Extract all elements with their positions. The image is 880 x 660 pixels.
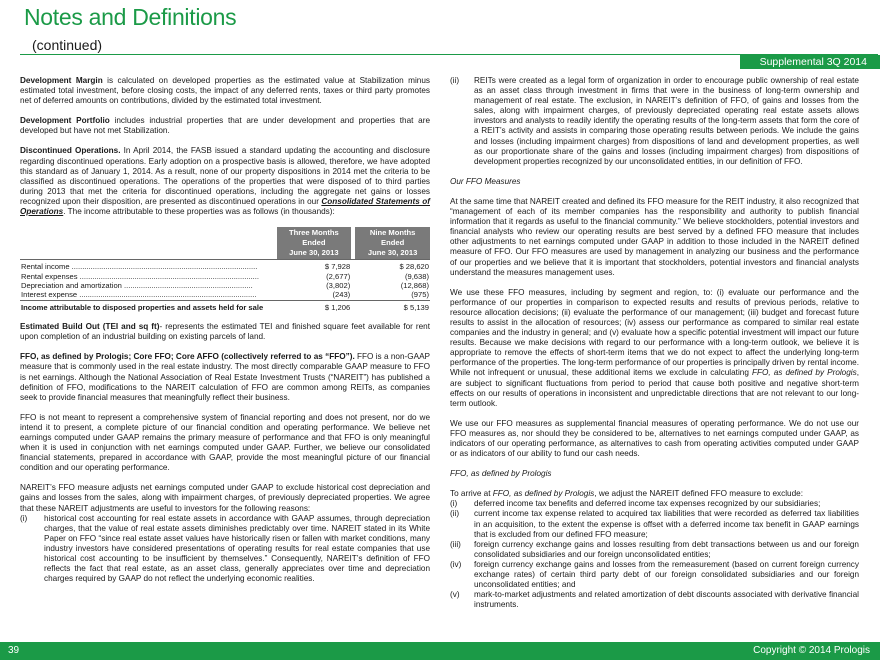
our-ffo-paragraph-3: We use our FFO measures as supplemental financial measures of operating performance. We do not use our FFO measures as, nor should they be considered to be, alternatives to net earnings computed under GAAP, as indicators of our operating performance, as alternatives to cash from operating activities computed under GAAP or as indicators of our ability to fund our cash needs. bbox=[450, 418, 859, 459]
row-value-nine-months: (975) bbox=[411, 290, 429, 300]
ffo-term: FFO, as defined by Prologis; Core FFO; Core AFFO (collectively referred to as “FFO”). bbox=[20, 352, 355, 362]
list-number: (iii) bbox=[450, 539, 461, 549]
table-total-row bbox=[20, 300, 430, 312]
table-header-blank bbox=[20, 227, 277, 260]
row-label: Rental income ........................................................................................ bbox=[20, 260, 277, 272]
list-item bbox=[450, 499, 859, 509]
nareit-reasons-list-continued bbox=[450, 76, 859, 167]
list-item bbox=[450, 540, 859, 560]
our-ffo-paragraph-1: At the same time that NAREIT created and defined its FFO measure for the REIT industry, it also recognized that “management of each of its member companies has the responsibility and authority to publish financial information that it regards as useful to the financial community.” We believe stockholders, potential investors and financial analysts who review our operating results are best served by a defined FFO measure that includes other adjustments to net earnings computed under GAAP in addition to those included in the NAREIT defined measure of FFO. Our FFO measures are used by management in analyzing our business and the performance of our properties and we believe that it is important that stockholders, potential investors and financial analysts understand the measures management uses. bbox=[450, 196, 859, 277]
ffo-defined-italic: FFO, as defined by Prologis bbox=[751, 368, 857, 378]
three-months-line1: Three Months Ended bbox=[288, 228, 339, 248]
list-text: mark-to-market adjustments and related amortization of debt discounts associated with derivative financial instruments. bbox=[474, 590, 859, 610]
development-portfolio-term: Development Portfolio bbox=[20, 116, 110, 126]
development-margin-text: is calculated on developed properties as the estimated value at Stabilization minus estimated total investment, before closing costs, the impact of any deferred rents, taxes or third party promotes net of deferred amounts on contributions, divided by the estimated total investment. bbox=[20, 76, 431, 106]
ffo-paragraph-3: NAREIT’s FFO measure adjusts net earnings computed under GAAP to exclude historical cost depreciation and gains and losses from the sales, along with impairment charges, of previously depreciated properties. We agree that these NAREIT adjustments are useful to investors for the following reasons: bbox=[20, 483, 430, 513]
list-item bbox=[450, 590, 859, 610]
page-title: Notes and Definitions bbox=[24, 4, 237, 30]
nine-months-line2: June 30, 2013 bbox=[367, 248, 418, 258]
development-margin-paragraph bbox=[20, 76, 430, 106]
consolidated-statements-link[interactable]: Consolidated Statements of Operations bbox=[20, 196, 430, 217]
table-row bbox=[20, 260, 430, 272]
ffo-exclusions-list bbox=[450, 499, 859, 610]
total-value-three-months: $ 1,206 bbox=[277, 300, 352, 312]
row-value-nine-months: $ 28,620 bbox=[355, 260, 430, 272]
page-subtitle: (continued) bbox=[32, 37, 103, 53]
list-number: (i) bbox=[20, 513, 28, 523]
nine-months-line1: Nine Months Ended bbox=[369, 228, 416, 248]
footer-bar bbox=[0, 642, 880, 660]
our-ffo-p2-text-b: , are subject to significant fluctuations from period to period that cause both positive and negative short-term effects on our results of operations in inconsistent and unpredictable directions that are not relevant to our long-term outlook. bbox=[450, 368, 859, 408]
list-text: deferred income tax benefits and deferred income tax expenses recognized by our subsidiaries; bbox=[474, 499, 821, 509]
list-item bbox=[450, 509, 859, 539]
nareit-reasons-list bbox=[20, 514, 430, 585]
ffo-paragraph-2: FFO is not meant to represent a comprehensive system of financial reporting and does not present, nor do we intend it to present, a complete picture of our financial condition and operating performance. We believe net earnings computed under GAAP remains the primary measure of performance and that FFO is only meaningful when it is used in conjunction with net earnings computed under GAAP. Further, we believe our consolidated financial statements, prepared in accordance with GAAP, provide the most meaningful picture of our financial condition and our operating performance. bbox=[20, 412, 430, 473]
list-number: (ii) bbox=[450, 76, 460, 85]
ffo-intro-text-b: , we adjust the NAREIT defined FFO measure to exclude: bbox=[594, 489, 803, 499]
discontinued-operations-tail: . The income attributable to these properties was as follows (in thousands): bbox=[63, 207, 335, 217]
table-header-three-months bbox=[277, 227, 352, 260]
list-number: (iv) bbox=[450, 559, 462, 569]
list-text: REITs were created as a legal form of organization in order to encourage public ownership of real estate as an asset class through investment in firms that were in the business of long-term ownership and management of real estate. The exclusion, in NAREIT’s definition of FFO, of gains and losses from the sales, along with impairment charges, of previously depreciated operating real estate assets allows investors and analysts to readily identify the operating results of the long-term assets that form the core of a REIT’s activity and assists in comparing those operating results between periods. We include the gains and losses (including impairment charges) from dispositions of land and development properties, as well as our proportionate share of the gains and losses (including impairment charges) from dispositions of development properties recognized by our unconsolidated entities, in our definition of FFO. bbox=[474, 76, 859, 166]
three-months-line2: June 30, 2013 bbox=[289, 248, 339, 258]
our-ffo-paragraph-2 bbox=[450, 288, 859, 409]
ffo-text: FFO is a non-GAAP measure that is commonly used in the real estate industry. The most directly comparable GAAP measure to FFO is net earnings. Although the National Association of Real Estate Investment Trusts (“NAREIT”) has published a definition of FFO, modifications to the NAREIT calculation of FFO are common among REITs, as companies seek to provide financial measures that meaningfully reflect their business. bbox=[20, 352, 430, 402]
row-label: Depreciation and amortization ............................................................. bbox=[21, 280, 253, 290]
row-value-three-months: (3,802) bbox=[326, 280, 351, 290]
row-label: Interest expense .................................................................................... bbox=[21, 290, 257, 300]
table-row bbox=[20, 272, 430, 281]
list-text: foreign currency exchange gains and losses resulting from debt transactions between us and our foreign consolidated subsidiaries and our foreign unconsolidated entities; bbox=[474, 539, 859, 559]
ffo-intro-italic: FFO, as defined by Prologis bbox=[492, 489, 595, 499]
row-value-nine-months: (12,868) bbox=[400, 280, 429, 290]
ffo-intro-text-a: To arrive at bbox=[450, 489, 493, 499]
discontinued-operations-text: In April 2014, the FASB issued a standard updating the accounting and disclosure regarding discontinued operations. Early adoption on a prospective basis is allowed, therefore, we have adopted this standard as of January 1, 2014. As a result, none of our property dispositions in 2014 met the criteria to be classified as discontinued operations. The operations of the properties that were disposed of to third parties during 2013 that met the criteria for discontinued operations, including the aggregate net gains or losses recognized upon their disposition, are presented as discontinued operations in our bbox=[20, 146, 430, 206]
table-row bbox=[20, 281, 430, 290]
copyright-notice: Copyright © 2014 Prologis bbox=[753, 645, 870, 656]
build-out-term: Estimated Build Out (TEI and sq ft) bbox=[20, 322, 160, 332]
list-text: historical cost accounting for real estate assets in accordance with GAAP assumes, through depreciation charges, that the value of real estate assets diminishes predictably over time. NAREIT stated in its White Paper on FFO “since real estate asset values have historically risen or fallen with market conditions, many industry investors have considered presentations of operating results for real estate companies that use historical cost accounting to be insufficient by themselves.” Consequently, NAREIT’s definition of FFO reflects the fact that real estate, as an asset class, generally appreciates over time and depreciation charges required by GAAP do not reflect the underlying economic realities. bbox=[44, 513, 430, 584]
row-value-three-months: (2,677) bbox=[326, 271, 351, 281]
our-ffo-measures-heading: Our FFO Measures bbox=[450, 176, 521, 186]
ffo-paragraph bbox=[20, 352, 430, 402]
list-item bbox=[20, 514, 430, 585]
development-portfolio-paragraph bbox=[20, 116, 430, 136]
list-text: current income tax expense related to acquired tax liabilities that were recorded as deferred tax liabilities in an acquisition, to the extent the expense is offset with a deferred income tax benefit in GAAP earnings that is excluded from our defined FFO measure; bbox=[474, 509, 859, 539]
list-number: (ii) bbox=[450, 509, 460, 519]
supplemental-tag: Supplemental 3Q 2014 bbox=[740, 55, 880, 69]
row-value-three-months: $ 7,928 bbox=[277, 260, 352, 272]
list-text: foreign currency exchange gains and losses from the remeasurement (based on current foreign currency exchange rates) of certain third party debt of our foreign consolidated subsidiaries and our foreign unconsolidated entities; and bbox=[474, 559, 859, 590]
page-number: 39 bbox=[8, 645, 20, 656]
total-value-nine-months: $ 5,139 bbox=[355, 300, 430, 312]
list-item bbox=[450, 560, 859, 590]
build-out-text: - represents the estimated TEI and finished square feet available for rent upon completion of an industrial building on existing parcels of land. bbox=[20, 322, 431, 342]
row-label: Rental expenses ..................................................................................... bbox=[21, 271, 260, 281]
ffo-defined-heading: FFO, as defined by Prologis bbox=[450, 469, 552, 479]
total-label: Income attributable to disposed properties and assets held for sale bbox=[20, 300, 277, 312]
ffo-defined-intro bbox=[450, 489, 859, 499]
development-portfolio-text: includes industrial properties that are under development and properties that are developed but have not met Stabilization. bbox=[20, 116, 431, 136]
left-column bbox=[20, 76, 430, 584]
our-ffo-p2-text-a: We use these FFO measures, including by segment and region, to: (i) evaluate our performance and the performance of our properties in comparison to expected results and results of previous periods, relative to resource allocation decisions; (ii) evaluate the performance of our management; (iii) budget and forecast future results to assist in the allocation of resources; (iv) assess our performance as compared to similar real estate companies and the industry in general; and (v) evaluate how a specific potential investment will impact our future results. Because we make decisions with regard to our performance with a long-term outlook, we believe it is appropriate to remove the effects of short-term items that we do not expect to affect the underlying long-term performance of the properties. The long-term performance of our properties is principally driven by rental income. While not infrequent or unusual, these additional items we exclude in calculating bbox=[450, 287, 859, 378]
discontinued-operations-paragraph bbox=[20, 146, 430, 217]
build-out-paragraph bbox=[20, 322, 430, 342]
table-row bbox=[20, 290, 430, 300]
row-value-nine-months: (9,638) bbox=[404, 271, 429, 281]
list-number: (i) bbox=[450, 499, 458, 509]
right-column bbox=[450, 76, 859, 610]
list-item bbox=[450, 76, 859, 167]
row-value-three-months: (243) bbox=[332, 290, 351, 300]
discontinued-operations-term: Discontinued Operations. bbox=[20, 146, 121, 156]
list-number: (v) bbox=[450, 590, 460, 600]
table-header-nine-months bbox=[355, 227, 430, 260]
discontinued-income-table bbox=[20, 227, 430, 312]
development-margin-term: Development Margin bbox=[20, 76, 103, 85]
